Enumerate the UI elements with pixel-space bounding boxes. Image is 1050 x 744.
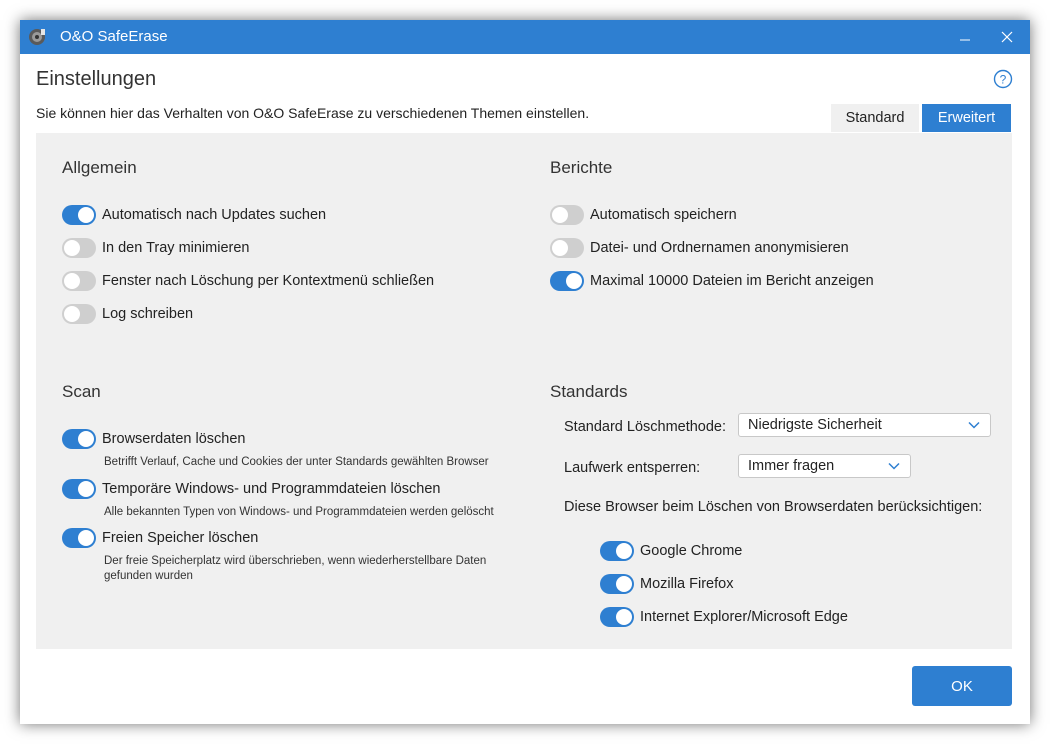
settings-panel bbox=[36, 133, 1012, 649]
close-after-delete-toggle[interactable] bbox=[62, 271, 96, 291]
browsers-description: Diese Browser beim Löschen von Browserdaten berücksichtigen: bbox=[564, 499, 983, 515]
free-space-hint-line2: gefunden wurden bbox=[104, 570, 193, 582]
close-icon bbox=[1001, 31, 1013, 43]
window-title: O&O SafeErase bbox=[60, 28, 168, 45]
chrome-toggle[interactable] bbox=[600, 541, 634, 561]
option-minimize-tray[interactable] bbox=[62, 237, 249, 259]
anonymize-label: Datei- und Ordnernamen anonymisieren bbox=[590, 240, 849, 256]
svg-text:?: ? bbox=[999, 72, 1007, 87]
close-button[interactable] bbox=[984, 20, 1030, 54]
tab-erweitert[interactable]: Erweitert bbox=[922, 104, 1011, 132]
page-description: Sie können hier das Verhalten von O&O SafeErase zu verschiedenen Themen einstellen. bbox=[36, 105, 590, 121]
title-bar[interactable] bbox=[20, 20, 1030, 54]
option-browser-firefox[interactable] bbox=[600, 573, 733, 595]
page-title: Einstellungen bbox=[36, 68, 157, 90]
free-space-label: Freien Speicher löschen bbox=[102, 530, 259, 546]
write-log-label: Log schreiben bbox=[102, 306, 194, 322]
minimize-tray-label: In den Tray minimieren bbox=[102, 240, 250, 256]
option-free-space[interactable] bbox=[62, 527, 258, 549]
delete-method-value: Niedrigste Sicherheit bbox=[748, 417, 882, 433]
browser-data-label: Browserdaten löschen bbox=[102, 431, 246, 447]
option-write-log[interactable] bbox=[62, 303, 193, 325]
edge-label: Internet Explorer/Microsoft Edge bbox=[640, 609, 848, 625]
unlock-drive-select[interactable] bbox=[738, 454, 911, 478]
chevron-down-icon bbox=[888, 462, 900, 470]
option-browser-edge[interactable] bbox=[600, 606, 848, 628]
option-anonymize[interactable] bbox=[550, 237, 849, 259]
settings-window bbox=[20, 20, 1030, 724]
firefox-label: Mozilla Firefox bbox=[640, 576, 734, 592]
delete-method-label: Standard Löschmethode: bbox=[564, 419, 727, 435]
app-logo-icon bbox=[27, 27, 47, 47]
unlock-drive-label: Laufwerk entsperren: bbox=[564, 460, 701, 476]
option-max-files[interactable] bbox=[550, 270, 874, 292]
max-files-label: Maximal 10000 Dateien im Bericht anzeigen bbox=[590, 273, 874, 289]
auto-update-toggle[interactable] bbox=[62, 205, 96, 225]
edge-toggle[interactable] bbox=[600, 607, 634, 627]
section-title-scan: Scan bbox=[62, 382, 101, 401]
option-temp-files[interactable] bbox=[62, 478, 441, 500]
write-log-toggle[interactable] bbox=[62, 304, 96, 324]
minimize-tray-toggle[interactable] bbox=[62, 238, 96, 258]
browser-data-toggle[interactable] bbox=[62, 429, 96, 449]
section-title-berichte: Berichte bbox=[550, 158, 613, 177]
tab-standard[interactable]: Standard bbox=[831, 104, 919, 132]
question-circle-icon[interactable] bbox=[993, 69, 1013, 89]
temp-files-toggle[interactable] bbox=[62, 479, 96, 499]
auto-save-label: Automatisch speichern bbox=[590, 207, 737, 223]
option-auto-update[interactable] bbox=[62, 204, 326, 226]
close-after-delete-label: Fenster nach Löschung per Kontextmenü schließen bbox=[102, 273, 435, 289]
anonymize-toggle[interactable] bbox=[550, 238, 584, 258]
temp-files-hint: Alle bekannten Typen von Windows- und Programmdateien werden gelöscht bbox=[104, 506, 494, 518]
chevron-down-icon bbox=[968, 421, 980, 429]
max-files-toggle[interactable] bbox=[550, 271, 584, 291]
option-browser-data[interactable] bbox=[62, 428, 245, 450]
unlock-drive-value: Immer fragen bbox=[748, 458, 835, 474]
browser-data-hint: Betrifft Verlauf, Cache und Cookies der unter Standards gewählten Browser bbox=[104, 456, 489, 468]
section-title-standards: Standards bbox=[550, 382, 628, 401]
minimize-icon bbox=[959, 31, 971, 43]
temp-files-label: Temporäre Windows- und Programmdateien löschen bbox=[102, 481, 441, 497]
minimize-button[interactable] bbox=[942, 20, 988, 54]
free-space-toggle[interactable] bbox=[62, 528, 96, 548]
auto-update-label: Automatisch nach Updates suchen bbox=[102, 207, 327, 223]
chrome-label: Google Chrome bbox=[640, 543, 743, 559]
option-close-after-delete[interactable] bbox=[62, 270, 434, 292]
option-browser-chrome[interactable] bbox=[600, 540, 742, 562]
section-title-allgemein: Allgemein bbox=[62, 158, 137, 177]
delete-method-select[interactable] bbox=[738, 413, 991, 437]
free-space-hint-line1: Der freie Speicherplatz wird überschrieben, wenn wiederherstellbare Daten bbox=[104, 555, 487, 567]
ok-button[interactable]: OK bbox=[912, 666, 1012, 706]
firefox-toggle[interactable] bbox=[600, 574, 634, 594]
auto-save-toggle[interactable] bbox=[550, 205, 584, 225]
option-auto-save[interactable] bbox=[550, 204, 737, 226]
